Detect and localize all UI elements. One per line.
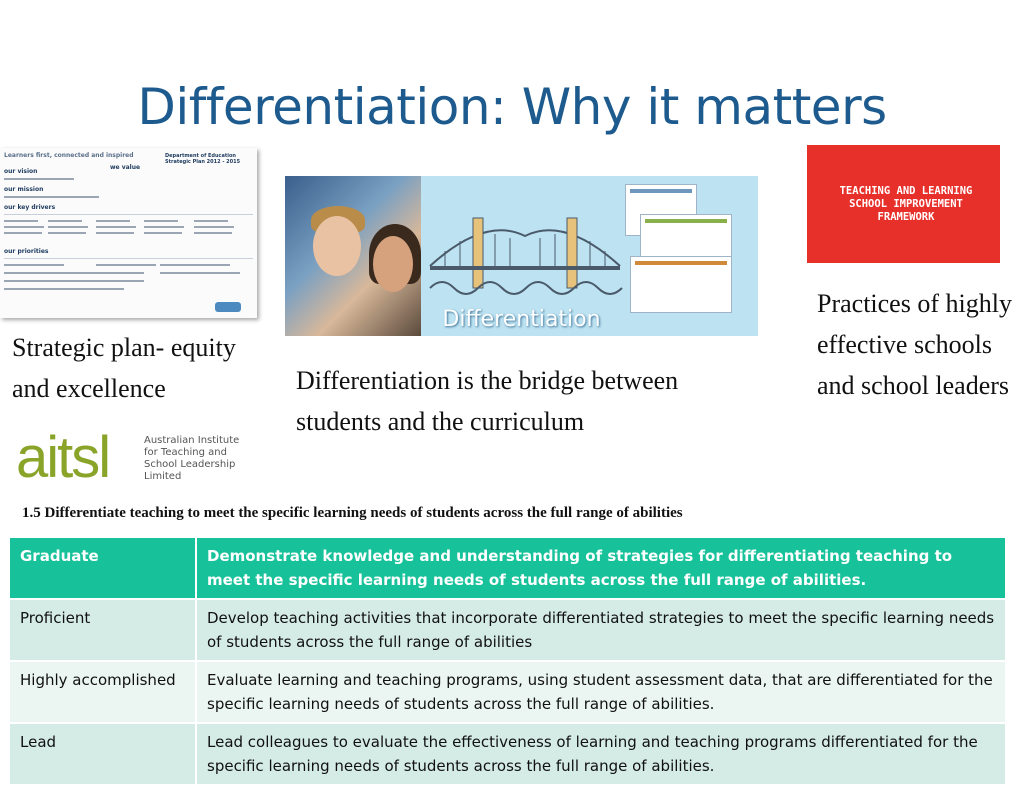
banner-label: Differentiation (442, 307, 601, 332)
framework-badge (807, 145, 1000, 263)
plan-heading: Learners first, connected and inspired (4, 152, 134, 159)
plan-section: we value (110, 164, 141, 171)
table-row (9, 599, 1006, 661)
table-row (9, 661, 1006, 723)
level-cell: Proficient (9, 599, 196, 661)
standards-table (8, 536, 1007, 786)
description-cell: Evaluate learning and teaching programs, using student assessment data, that are differentiated for the specific learning needs of students across the full range of abilities. (196, 661, 1006, 723)
framework-badge-text: TEACHING AND LEARNING SCHOOL IMPROVEMENT FRAMEWORK (839, 185, 973, 223)
aitsl-wordmark: aitsl (16, 425, 110, 490)
plan-section: our key drivers (4, 204, 56, 211)
level-cell: Graduate (9, 537, 196, 599)
aitsl-description: Australian Institute for Teaching and School Leadership Limited (144, 435, 240, 482)
slide-title: Differentiation: Why it matters (137, 78, 887, 136)
aitsl-logo (16, 425, 241, 490)
description-cell: Demonstrate knowledge and understanding of strategies for differentiating teaching to meet the specific learning needs of students across the full range of abilities. (196, 537, 1006, 599)
description-cell: Lead colleagues to evaluate the effectiveness of learning and teaching programs differentiated for the specific learning needs of students across the full range of abilities. (196, 723, 1006, 785)
table-row (9, 537, 1006, 599)
standard-heading: 1.5 Differentiate teaching to meet the specific learning needs of students across the full range of abilities (22, 505, 683, 521)
level-cell: Highly accomplished (9, 661, 196, 723)
plan-section: our priorities (4, 248, 49, 255)
bridge-caption: Differentiation is the bridge between students and the curriculum (296, 366, 679, 436)
plan-caption: Strategic plan- equity and excellence (12, 333, 236, 403)
level-cell: Lead (9, 723, 196, 785)
table-row (9, 723, 1006, 785)
description-cell: Develop teaching activities that incorporate differentiated strategies to meet the specific learning needs of students across the full range of abilities (196, 599, 1006, 661)
plan-section: our mission (4, 186, 44, 193)
plan-department: Department of Education Strategic Plan 2012 - 2015 (165, 153, 241, 165)
bridge-icon (425, 196, 625, 306)
strategic-plan-image (0, 148, 257, 318)
differentiation-banner-image (285, 176, 758, 336)
framework-caption: Practices of highly effective schools and school leaders (817, 289, 1012, 400)
plan-section: our vision (4, 168, 38, 175)
tasmania-logo (215, 302, 241, 312)
